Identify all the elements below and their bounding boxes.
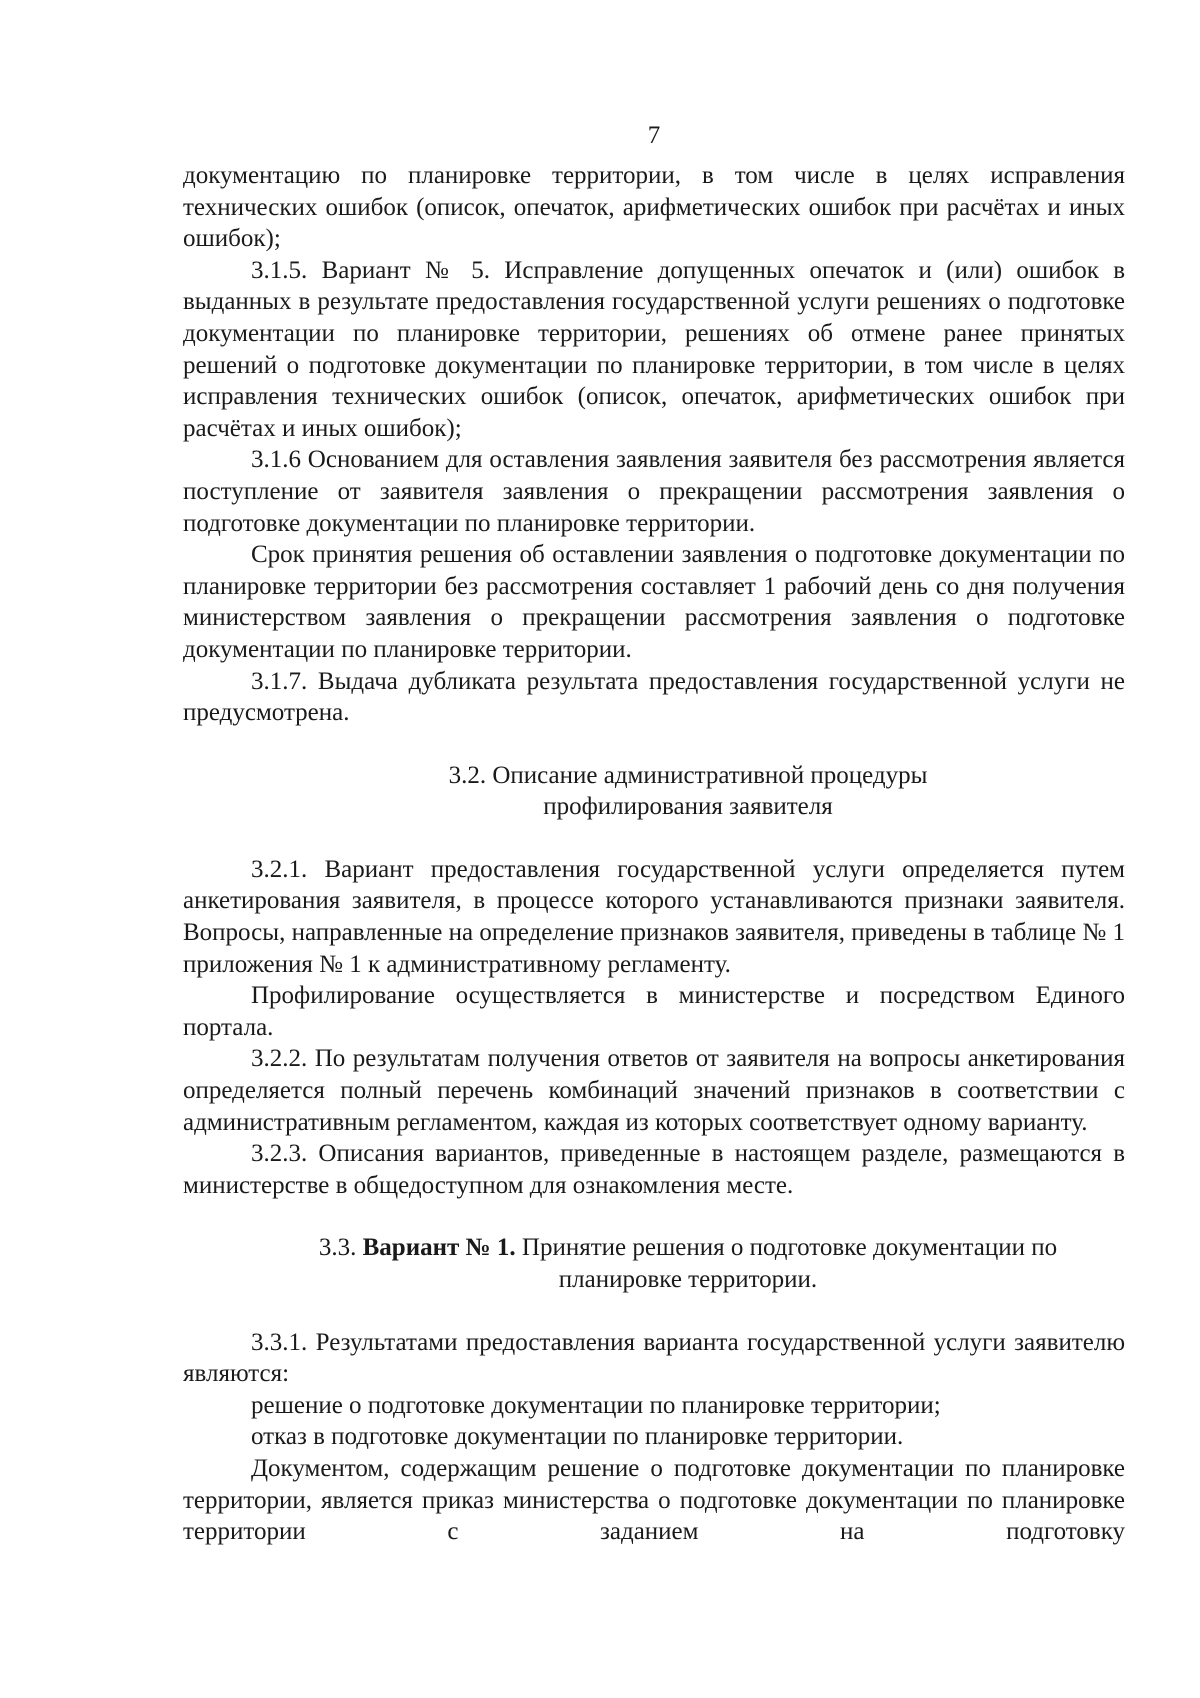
- paragraph-3-1-7: 3.1.7. Выдача дубликата результата предоставления государственной услуги не предусмотрена.: [183, 667, 1125, 727]
- paragraph-3-2-1: 3.2.1. Вариант предоставления государственной услуги определяется путем анкетирования заявителя, в процессе которого устанавливаются признаки заявителя. Вопросы, направленные на определение признаков заявителя, приведены в таблице № 1 приложения № 1 к административному регламенту.: [183, 855, 1125, 978]
- paragraph-3-3-1: 3.3.1. Результатами предоставления варианта государственной услуги заявителю являются:: [183, 1328, 1125, 1388]
- section-heading-3-3-line2: планировке территории.: [558, 1266, 818, 1293]
- paragraph-profiling: Профилирование осуществляется в министерстве и посредством Единого портала.: [183, 982, 1125, 1041]
- spacer: [183, 823, 1125, 854]
- page-number: 7: [647, 122, 661, 149]
- section-heading-3-3: [183, 1232, 1125, 1295]
- section-heading-3-3-title: Принятие решения о подготовке документации по: [521, 1234, 1058, 1262]
- paragraph-3-1-6: 3.1.6 Основанием для оставления заявления заявителя без рассмотрения является поступление от заявителя заявления о прекращении рассмотрения заявления о подготовке документации по планировке территории.: [183, 446, 1125, 537]
- section-heading-3-2: [183, 760, 1125, 823]
- paragraph-deadline: Срок принятия решения об оставлении заявления о подготовке документации по планировке территории без рассмотрения составляет 1 рабочий день со дня получения министерством заявления о прекращении рассмотрения заявления о подготовке документации по планировке территории.: [183, 541, 1125, 663]
- section-heading-3-2-line1: 3.2. Описание административной процедуры: [448, 761, 928, 789]
- list-item-decision: решение о подготовке документации по планировке территории;: [251, 1391, 941, 1419]
- section-heading-3-3-number: 3.3.: [318, 1234, 357, 1262]
- document-page: [183, 120, 1125, 1548]
- spacer: [183, 729, 1125, 760]
- paragraph-3-2-2: 3.2.2. По результатам получения ответов от заявителя на вопросы анкетирования определяется полный перечень комбинаций значений признаков в соответствии с административным регламентом, каждая из которых соответствует одному варианту.: [183, 1045, 1125, 1136]
- spacer: [183, 1296, 1125, 1327]
- list-item-refusal: отказ в подготовке документации по планировке территории.: [251, 1423, 904, 1451]
- paragraph-document-decision: Документом, содержащим решение о подготовке документации по планировке территории, является приказ министерства о подготовке документации по планировке территории с заданием на подготовку: [183, 1454, 1125, 1546]
- paragraph-3-1-5: 3.1.5. Вариант № 5. Исправление допущенных опечаток и (или) ошибок в выданных в результате предоставления государственной услуги решениях о подготовке документации по планировке территории, решениях об отмене ранее принятых решений о подготовке документации по планировке территории, в том числе в целях исправления технических ошибок (описок, опечаток, арифметических ошибок при расчётах и иных ошибок);: [183, 256, 1125, 442]
- paragraph-continuation: документацию по планировке территории, в том числе в целях исправления технических ошибок (описок, опечаток, арифметических ошибок при расчётах и иных ошибок);: [183, 162, 1125, 253]
- section-heading-3-3-variant: Вариант № 1.: [362, 1234, 516, 1262]
- section-heading-3-2-line2: профилирования заявителя: [543, 793, 833, 821]
- spacer: [183, 1201, 1125, 1232]
- section-heading-3-3-line1: [251, 1232, 1125, 1264]
- paragraph-3-2-3: 3.2.3. Описания вариантов, приведенные в настоящем разделе, размещаются в министерстве в общедоступном для ознакомления месте.: [183, 1140, 1125, 1199]
